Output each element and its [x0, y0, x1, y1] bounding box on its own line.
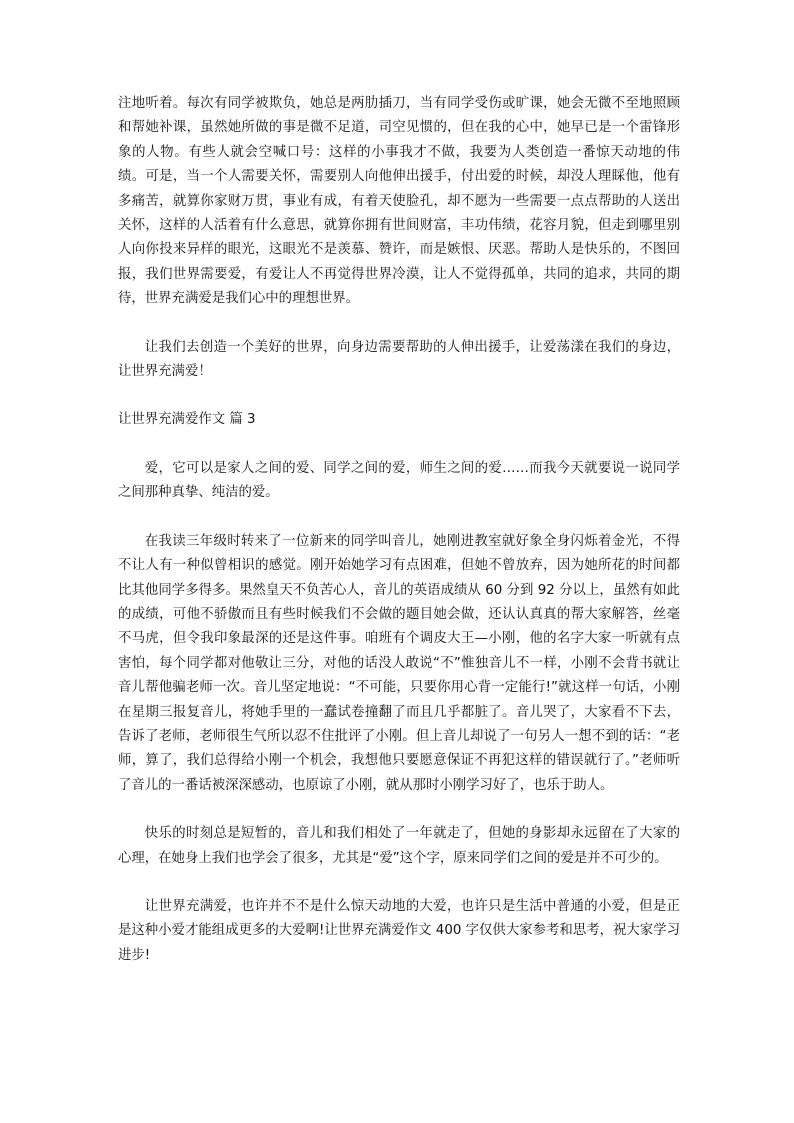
- paragraph-4: 在我读三年级时转来了一位新来的同学叫音儿，她刚进教室就好象全身闪烁着金光，不得不让人有一种似曾相识的感觉。刚开始她学习有点困难，但她不曾放弃，因为她所花的时间都比其他同学多得多。果然皇天不负苦心人，音儿的英语成绩从 60 分到 92 分以上，虽然有如此的成绩，可他不骄傲而且有些时候我们不会做的题目她会做，还认认真真的帮大家解答，丝毫不马虎，但令我印象最深的还是这件事。咱班有个调皮大王—小刚，他的名字大家一听就有点害怕，每个同学都对他敬让三分，对他的话没人敢说“不”惟独音儿不一样，小刚不会背书就让音儿帮他骗老师一次。音儿坚定地说：“不可能，只要你用心背一定能行!”就这样一句话，小刚在星期三报复音儿，将她手里的一蠢试卷撞翻了而且几乎都脏了。音儿哭了，大家看不下去，告诉了老师，老师很生气所以忍不住批评了小刚。但上音儿却说了一句另人一想不到的话：“老师，算了，我们总得给小刚一个机会，我想他只要愿意保证不再犯这样的错误就行了。”老师听了音儿的一番话被深深感动，也原谅了小刚，就从那时小刚学习好了，也乐于助人。: [118, 533, 680, 793]
- section-heading: 让世界充满爱作文 篇 3: [118, 412, 256, 428]
- paragraph-spacer: [118, 871, 680, 895]
- paragraph-5: 快乐的时刻总是短暂的，音儿和我们相处了一年就走了，但她的身影却永远留在了大家的心理，在她身上我们也学会了很多，尤其是“爱”这个字，原来同学们之间的爱是并不可少的。: [118, 826, 680, 866]
- paragraph-1: 注地听着。每次有同学被欺负，她总是两肋插刀，当有同学受伤或旷课，她会无微不至地照顾和帮她补课，虽然她所做的事是微不足道，司空见惯的，但在我的心中，她早已是一个雷锋形象的人物。有些人就会空喊口号：这样的小事我才不做，我要为人类创造一番惊天动地的伟绩。可是，当一个人需要关怀，需要别人向他伸出援手，付出爱的时候，却没人理睬他，他有多痛苦，就算你家财万贯，事业有成，有着天使脸孔，却不愿为一些需要一点点帮助的人送出关怀，这样的人活着有什么意思，就算你拥有世间财富，丰功伟绩，花容月貌，但走到哪里别人向你投来异样的眼光，这眼光不是羡慕、赞许，而是嫉恨、厌恶。帮助人是快乐的，不图回报，我们世界需要爱，有爱让人不再觉得世界冷漠，让人不觉得孤单，共同的追求，共同的期待，世界充满爱是我们心中的理想世界。: [118, 96, 680, 307]
- paragraph-2: 让我们去创造一个美好的世界，向身边需要帮助的人伸出援手，让爱荡漾在我们的身边，让世界充满爱！: [118, 339, 680, 380]
- paragraph-6: 让世界充满爱，也许并不不是什么惊天动地的大爱，也许只是生活中普通的小爱，但是正是这种小爱才能组成更多的大爱啊!让世界充满爱作文 400 字仅供大家参考和思考，祝大家学习进步!: [118, 898, 680, 963]
- paragraph-3: 爱，它可以是家人之间的爱、同学之间的爱，师生之间的爱……而我今天就要说一说同学之间那种真挚、纯洁的爱。: [118, 460, 680, 501]
- paragraph-spacer: [118, 798, 680, 822]
- paragraph-spacer: [118, 312, 680, 336]
- paragraph-spacer: [118, 384, 680, 408]
- paragraph-spacer: [118, 506, 680, 530]
- paragraph-spacer: [118, 433, 680, 457]
- document-body: [118, 92, 680, 968]
